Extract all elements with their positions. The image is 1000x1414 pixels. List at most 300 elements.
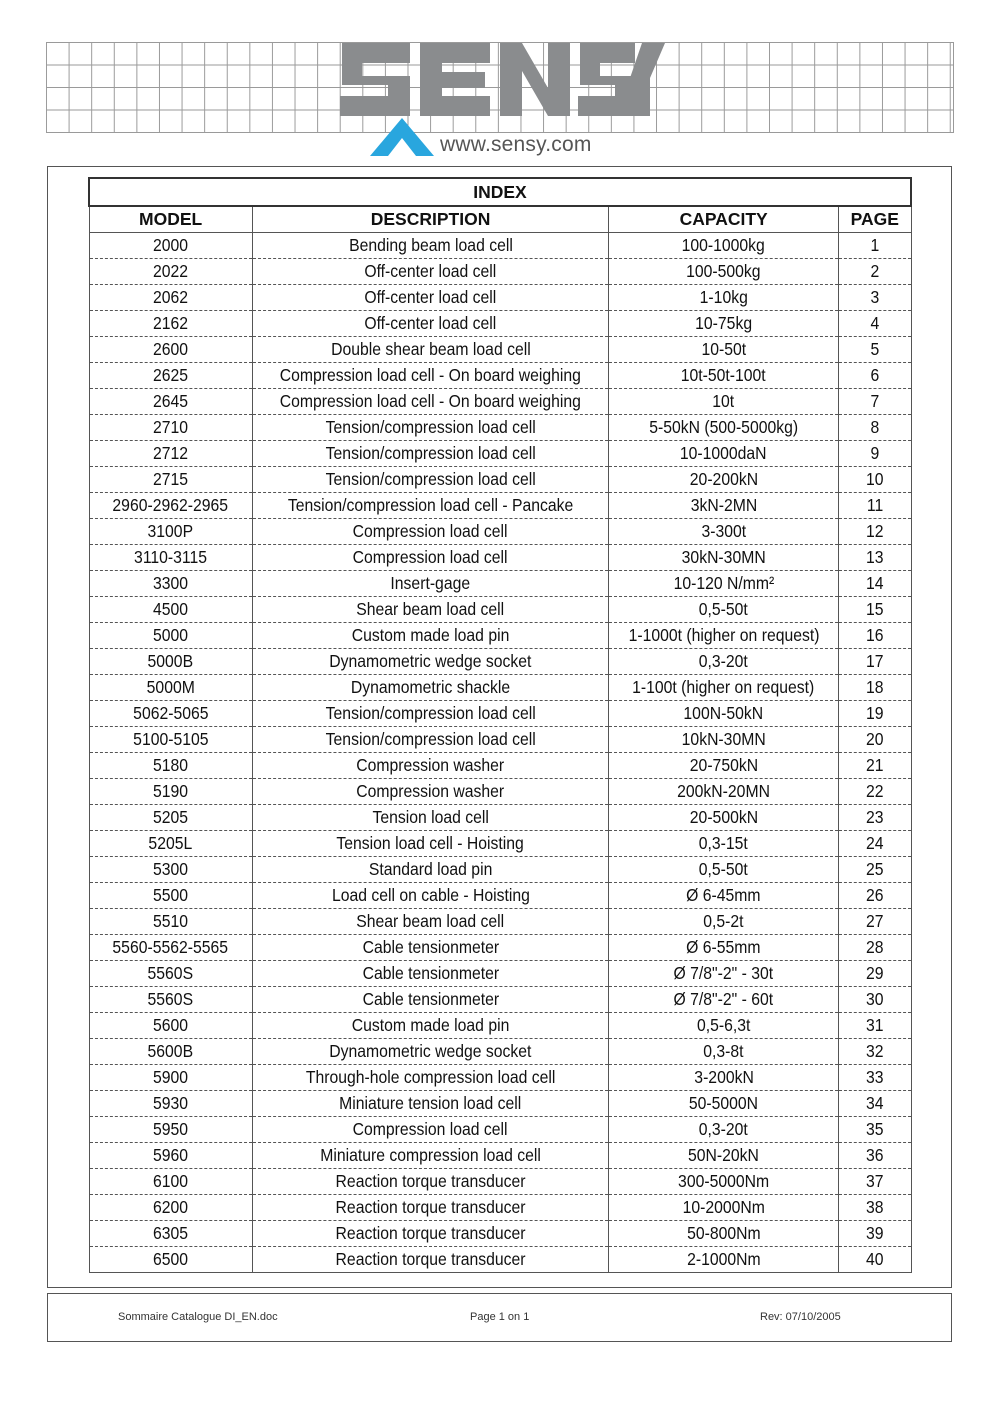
page-text: 23: [865, 807, 884, 827]
description-text: Reaction torque transducer: [335, 1171, 526, 1191]
page-cell: [838, 1143, 911, 1169]
description-text: Tension/compression load cell: [325, 417, 536, 437]
page-cell: [838, 805, 911, 831]
description-text: Shear beam load cell: [356, 911, 505, 931]
description-cell: [252, 441, 609, 467]
description-cell: [252, 701, 609, 727]
capacity-text: 10t: [712, 391, 735, 411]
description-cell: [252, 1013, 609, 1039]
description-text: Compression load cell: [353, 521, 509, 541]
page-cell: [838, 727, 911, 753]
description-cell: [252, 1221, 609, 1247]
model-cell: [89, 1143, 252, 1169]
table-row: [89, 493, 911, 519]
model-text: 5930: [153, 1093, 189, 1113]
capacity-text: 50-800Nm: [686, 1223, 761, 1243]
description-text: Through-hole compression load cell: [305, 1067, 556, 1087]
model-text: 2715: [153, 469, 189, 489]
table-row: [89, 1143, 911, 1169]
table-row: [89, 909, 911, 935]
capacity-cell: [609, 857, 839, 883]
description-text: Compression washer: [356, 755, 505, 775]
description-text: Off-center load cell: [364, 313, 497, 333]
table-row: [89, 285, 911, 311]
page-cell: [838, 883, 911, 909]
description-cell: [252, 571, 609, 597]
description-text: Standard load pin: [368, 859, 493, 879]
capacity-text: 100-500kg: [686, 261, 761, 281]
page-cell: [838, 1013, 911, 1039]
model-text: 5000M: [146, 677, 195, 697]
page-text: 3: [870, 287, 880, 307]
page-text: 40: [865, 1249, 884, 1269]
capacity-text: 10-1000daN: [680, 443, 767, 463]
footer-revision: Rev: 07/10/2005: [760, 1311, 841, 1323]
model-text: 2022: [153, 261, 189, 281]
description-cell: [252, 909, 609, 935]
table-title: INDEX: [89, 178, 911, 206]
description-cell: [252, 415, 609, 441]
page-cell: [838, 285, 911, 311]
capacity-text: 100-1000kg: [682, 235, 766, 255]
description-cell: [252, 597, 609, 623]
column-header-page: PAGE: [838, 206, 911, 233]
description-text: Bending beam load cell: [348, 235, 513, 255]
page-cell: [838, 233, 911, 259]
column-header-description: DESCRIPTION: [252, 206, 609, 233]
model-text: 5000: [153, 625, 189, 645]
page-text: 30: [865, 989, 884, 1009]
model-cell: [89, 545, 252, 571]
page-text: 6: [870, 365, 880, 385]
page-cell: [838, 467, 911, 493]
description-cell: [252, 285, 609, 311]
model-cell: [89, 701, 252, 727]
capacity-text: 50-5000N: [689, 1093, 759, 1113]
page-cell: [838, 649, 911, 675]
model-cell: [89, 1247, 252, 1273]
description-text: Dynamometric shackle: [350, 677, 511, 697]
model-text: 5950: [153, 1119, 189, 1139]
page-text: 29: [865, 963, 884, 983]
page-text: 17: [865, 651, 884, 671]
capacity-text: 20-750kN: [689, 755, 758, 775]
page-cell: [838, 935, 911, 961]
page-cell: [838, 337, 911, 363]
description-cell: [252, 1143, 609, 1169]
capacity-text: 3-200kN: [693, 1067, 754, 1087]
capacity-text: 0,3-15t: [699, 833, 749, 853]
capacity-cell: [609, 753, 839, 779]
model-cell: [89, 311, 252, 337]
model-text: 5560-5562-5565: [112, 937, 229, 957]
page-text: 34: [865, 1093, 884, 1113]
description-text: Custom made load pin: [351, 625, 510, 645]
table-row: [89, 545, 911, 571]
table-row: [89, 467, 911, 493]
capacity-text: 10t-50t-100t: [681, 365, 767, 385]
capacity-text: 10-2000Nm: [682, 1197, 765, 1217]
page-text: 1: [870, 235, 880, 255]
model-text: 6100: [153, 1171, 189, 1191]
description-text: Load cell on cable - Hoisting: [331, 885, 530, 905]
model-text: 2625: [153, 365, 189, 385]
model-text: 6200: [153, 1197, 189, 1217]
description-cell: [252, 1195, 609, 1221]
capacity-text: Ø 6-45mm: [686, 885, 761, 905]
table-row: [89, 597, 911, 623]
capacity-cell: [609, 493, 839, 519]
model-text: 5100-5105: [132, 729, 209, 749]
page-text: 16: [865, 625, 884, 645]
page-cell: [838, 519, 911, 545]
capacity-cell: [609, 1091, 839, 1117]
page-text: 15: [865, 599, 884, 619]
description-cell: [252, 987, 609, 1013]
model-cell: [89, 389, 252, 415]
table-row: [89, 233, 911, 259]
description-cell: [252, 753, 609, 779]
model-cell: [89, 493, 252, 519]
table-row: [89, 311, 911, 337]
table-header-row: [89, 206, 911, 233]
capacity-cell: [609, 311, 839, 337]
capacity-cell: [609, 1247, 839, 1273]
capacity-cell: [609, 467, 839, 493]
model-cell: [89, 753, 252, 779]
description-text: Compression load cell - On board weighing: [279, 391, 582, 411]
capacity-cell: [609, 1117, 839, 1143]
page-cell: [838, 1039, 911, 1065]
page-text: 14: [865, 573, 884, 593]
table-row: [89, 441, 911, 467]
description-text: Insert-gage: [390, 573, 471, 593]
description-cell: [252, 649, 609, 675]
page-cell: [838, 389, 911, 415]
page-cell: [838, 675, 911, 701]
model-cell: [89, 1013, 252, 1039]
table-row: [89, 337, 911, 363]
description-text: Off-center load cell: [364, 287, 497, 307]
page-text: 21: [865, 755, 884, 775]
description-cell: [252, 1169, 609, 1195]
page-cell: [838, 1117, 911, 1143]
model-text: 5062-5065: [132, 703, 209, 723]
page-text: 39: [865, 1223, 884, 1243]
model-cell: [89, 597, 252, 623]
description-cell: [252, 467, 609, 493]
capacity-cell: [609, 961, 839, 987]
capacity-cell: [609, 571, 839, 597]
page-text: 25: [865, 859, 884, 879]
capacity-text: 10-50t: [701, 339, 746, 359]
model-text: 2645: [153, 391, 189, 411]
table-row: [89, 571, 911, 597]
model-text: 2600: [153, 339, 189, 359]
description-text: Tension/compression load cell: [325, 469, 536, 489]
capacity-text: 10kN-30MN: [681, 729, 766, 749]
footer-filename: Sommaire Catalogue DI_EN.doc: [118, 1311, 278, 1323]
capacity-cell: [609, 389, 839, 415]
description-cell: [252, 883, 609, 909]
capacity-cell: [609, 545, 839, 571]
description-cell: [252, 675, 609, 701]
table-row: [89, 831, 911, 857]
model-cell: [89, 883, 252, 909]
page-text: 5: [870, 339, 880, 359]
table-row: [89, 961, 911, 987]
capacity-cell: [609, 935, 839, 961]
table-row: [89, 935, 911, 961]
table-row: [89, 1221, 911, 1247]
model-cell: [89, 935, 252, 961]
page-text: 27: [865, 911, 884, 931]
page-text: 37: [865, 1171, 884, 1191]
description-cell: [252, 311, 609, 337]
page-text: 11: [866, 495, 883, 515]
table-row: [89, 1013, 911, 1039]
description-text: Tension/compression load cell - Pancake: [287, 495, 574, 515]
page-text: 18: [865, 677, 884, 697]
page-cell: [838, 753, 911, 779]
model-text: 5300: [153, 859, 189, 879]
description-cell: [252, 1065, 609, 1091]
capacity-cell: [609, 1143, 839, 1169]
table-row: [89, 649, 911, 675]
capacity-cell: [609, 883, 839, 909]
page-cell: [838, 1169, 911, 1195]
capacity-text: Ø 6-55mm: [686, 937, 761, 957]
description-text: Miniature tension load cell: [339, 1093, 522, 1113]
description-cell: [252, 805, 609, 831]
model-text: 5205L: [148, 833, 193, 853]
page-cell: [838, 493, 911, 519]
page-cell: [838, 571, 911, 597]
description-text: Compression washer: [356, 781, 505, 801]
page-text: 28: [865, 937, 884, 957]
page-text: 10: [865, 469, 884, 489]
capacity-cell: [609, 285, 839, 311]
capacity-text: 10-75kg: [695, 313, 753, 333]
capacity-cell: [609, 1013, 839, 1039]
page-text: 32: [865, 1041, 884, 1061]
page-cell: [838, 363, 911, 389]
capacity-text: 0,5-6,3t: [696, 1015, 751, 1035]
description-text: Compression load cell - On board weighing: [279, 365, 582, 385]
capacity-text: 300-5000Nm: [678, 1171, 770, 1191]
table-row: [89, 389, 911, 415]
table-row: [89, 259, 911, 285]
table-row: [89, 779, 911, 805]
model-text: 5205: [153, 807, 189, 827]
page-text: 19: [865, 703, 884, 723]
model-cell: [89, 571, 252, 597]
description-cell: [252, 961, 609, 987]
capacity-cell: [609, 1065, 839, 1091]
model-cell: [89, 1039, 252, 1065]
table-row: [89, 415, 911, 441]
description-text: Reaction torque transducer: [335, 1223, 526, 1243]
page-cell: [838, 1065, 911, 1091]
page-text: 31: [865, 1015, 884, 1035]
description-cell: [252, 831, 609, 857]
table-row: [89, 363, 911, 389]
description-text: Dynamometric wedge socket: [329, 1041, 532, 1061]
description-cell: [252, 233, 609, 259]
description-text: Double shear beam load cell: [330, 339, 531, 359]
capacity-text: 3-300t: [701, 521, 746, 541]
model-cell: [89, 649, 252, 675]
model-cell: [89, 233, 252, 259]
table-row: [89, 675, 911, 701]
page-cell: [838, 987, 911, 1013]
description-cell: [252, 259, 609, 285]
model-text: 2710: [153, 417, 189, 437]
capacity-cell: [609, 831, 839, 857]
page-text: 24: [865, 833, 884, 853]
table-row: [89, 1117, 911, 1143]
model-cell: [89, 831, 252, 857]
capacity-text: 20-200kN: [689, 469, 758, 489]
model-text: 2062: [153, 287, 189, 307]
table-row: [89, 1247, 911, 1273]
page-cell: [838, 597, 911, 623]
capacity-text: 100N-50kN: [683, 703, 764, 723]
model-text: 5900: [153, 1067, 189, 1087]
model-text: 5560S: [147, 963, 194, 983]
model-text: 6500: [153, 1249, 189, 1269]
capacity-text: 5-50kN (500-5000kg): [649, 417, 799, 437]
description-cell: [252, 545, 609, 571]
page-cell: [838, 441, 911, 467]
page-cell: [838, 1091, 911, 1117]
model-text: 2960-2962-2965: [112, 495, 229, 515]
description-cell: [252, 623, 609, 649]
table-row: [89, 1039, 911, 1065]
model-cell: [89, 519, 252, 545]
model-cell: [89, 285, 252, 311]
capacity-text: 30kN-30MN: [681, 547, 766, 567]
page-cell: [838, 779, 911, 805]
page-text: 22: [865, 781, 884, 801]
capacity-cell: [609, 441, 839, 467]
description-text: Cable tensionmeter: [362, 989, 499, 1009]
model-text: 5180: [153, 755, 189, 775]
table-row: [89, 1169, 911, 1195]
page-text: 12: [865, 521, 884, 541]
description-text: Compression load cell: [353, 1119, 509, 1139]
capacity-cell: [609, 1169, 839, 1195]
model-cell: [89, 467, 252, 493]
model-cell: [89, 909, 252, 935]
model-text: 6305: [153, 1223, 189, 1243]
model-text: 2162: [153, 313, 189, 333]
model-text: 4500: [153, 599, 189, 619]
page-text: 7: [870, 391, 880, 411]
website-url[interactable]: www.sensy.com: [440, 133, 592, 156]
model-text: 5000B: [147, 651, 194, 671]
model-cell: [89, 961, 252, 987]
page-cell: [838, 545, 911, 571]
table-row: [89, 753, 911, 779]
model-cell: [89, 805, 252, 831]
footer-page-number: Page 1 on 1: [470, 1311, 530, 1323]
description-cell: [252, 519, 609, 545]
description-text: Tension load cell: [372, 807, 489, 827]
model-cell: [89, 363, 252, 389]
model-text: 5960: [153, 1145, 189, 1165]
model-text: 3110-3115: [134, 547, 208, 567]
page-cell: [838, 311, 911, 337]
capacity-cell: [609, 623, 839, 649]
description-text: Compression load cell: [353, 547, 509, 567]
page-text: 2: [870, 261, 880, 281]
capacity-cell: [609, 259, 839, 285]
model-cell: [89, 1091, 252, 1117]
capacity-text: 0,3-20t: [699, 1119, 749, 1139]
capacity-cell: [609, 519, 839, 545]
capacity-cell: [609, 779, 839, 805]
description-cell: [252, 1117, 609, 1143]
description-cell: [252, 493, 609, 519]
page-text: 4: [870, 313, 880, 333]
capacity-cell: [609, 1039, 839, 1065]
capacity-cell: [609, 649, 839, 675]
model-text: 5600B: [147, 1041, 194, 1061]
page-cell: [838, 1221, 911, 1247]
table-row: [89, 519, 911, 545]
model-cell: [89, 987, 252, 1013]
model-text: 3100P: [147, 521, 194, 541]
description-cell: [252, 1247, 609, 1273]
model-text: 5500: [153, 885, 189, 905]
capacity-text: 0,5-50t: [699, 859, 749, 879]
capacity-text: 0,5-2t: [703, 911, 744, 931]
page-text: 26: [865, 885, 884, 905]
model-cell: [89, 441, 252, 467]
capacity-text: 1-100t (higher on request): [632, 677, 815, 697]
column-header-model: MODEL: [89, 206, 252, 233]
description-cell: [252, 779, 609, 805]
capacity-cell: [609, 909, 839, 935]
description-cell: [252, 363, 609, 389]
table-row: [89, 1065, 911, 1091]
page-cell: [838, 831, 911, 857]
page-cell: [838, 961, 911, 987]
model-cell: [89, 259, 252, 285]
description-cell: [252, 337, 609, 363]
model-cell: [89, 857, 252, 883]
capacity-text: 3kN-2MN: [690, 495, 757, 515]
capacity-text: Ø 7/8"-2" - 60t: [673, 989, 774, 1009]
page-text: 8: [870, 417, 880, 437]
description-cell: [252, 1091, 609, 1117]
model-cell: [89, 1221, 252, 1247]
model-cell: [89, 1117, 252, 1143]
table-row: [89, 987, 911, 1013]
description-text: Tension/compression load cell: [325, 443, 536, 463]
description-text: Tension/compression load cell: [325, 729, 536, 749]
capacity-cell: [609, 675, 839, 701]
description-text: Tension load cell - Hoisting: [336, 833, 525, 853]
model-text: 5560S: [147, 989, 194, 1009]
description-text: Cable tensionmeter: [362, 963, 499, 983]
description-text: Off-center load cell: [364, 261, 497, 281]
model-text: 3300: [153, 573, 189, 593]
page-text: 20: [865, 729, 884, 749]
column-header-capacity: CAPACITY: [609, 206, 839, 233]
table-row: [89, 883, 911, 909]
